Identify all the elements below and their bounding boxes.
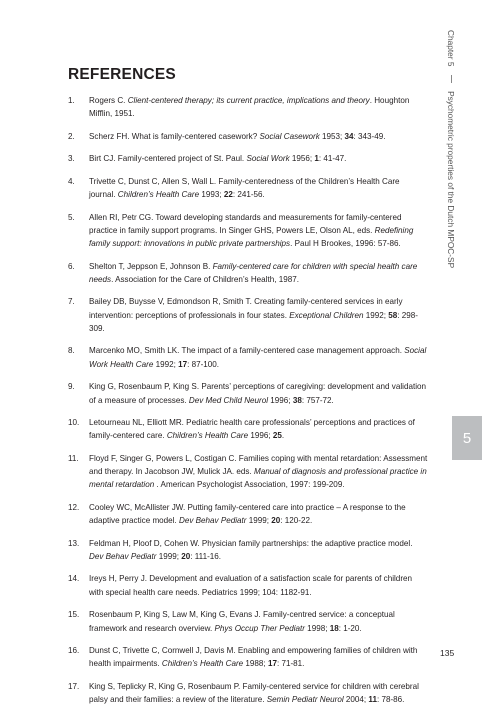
reference-title-italic: Exceptional Children <box>289 310 364 320</box>
reference-volume: 17 <box>267 659 277 669</box>
reference-item <box>68 680 428 707</box>
reference-item <box>68 260 428 287</box>
reference-number: 14. <box>68 574 80 584</box>
reference-segment: . Houghton Mifflin, 1951. <box>89 96 410 119</box>
reference-segment: Shelton T, Jeppson E, Johnson B. <box>89 261 213 271</box>
reference-segment: Bailey DB, Buysse V, Edmondson R, Smith T. Creating family-centered services in early intervention: perceptions of professionals in four states. <box>89 297 403 320</box>
reference-volume: 25 <box>272 431 282 441</box>
reference-segment: 1988; <box>243 659 268 669</box>
reference-volume: 11 <box>368 695 377 705</box>
reference-segment: : 1-20. <box>338 623 362 633</box>
reference-item <box>68 644 428 671</box>
reference-title-italic: Children’s Health Care <box>117 190 200 200</box>
reference-number: 2. <box>68 131 75 141</box>
reference-segment: Rogers C. <box>89 96 128 105</box>
reference-text <box>89 211 428 251</box>
reference-segment: Marcenko MO, Smith LK. The impact of a family-centered case management approach. <box>89 346 405 356</box>
reference-number: 16. <box>68 646 80 656</box>
reference-item <box>68 416 428 443</box>
reference-segment: 2004; <box>343 695 369 705</box>
reference-item <box>68 94 428 121</box>
reference-item <box>68 380 428 407</box>
reference-segment: 1998; <box>304 623 330 633</box>
reference-number: 1. <box>68 96 75 105</box>
reference-segment: 1999; <box>246 516 272 526</box>
reference-segment: 1993; <box>199 190 224 200</box>
reference-segment: : 111-16. <box>190 551 222 561</box>
reference-volume: 1 <box>314 154 319 164</box>
reference-segment: Dunst C, Trivette C, Cornwell J, Davis M. Enabling and empowering families of children with health impairments. <box>89 646 418 669</box>
reference-segment: Birt CJ. Family-centered project of St. Paul. <box>89 154 247 164</box>
reference-title-italic: Social Casework <box>259 131 320 141</box>
reference-item <box>68 344 428 371</box>
reference-title-italic: Dev Behav Pediatr <box>89 551 157 561</box>
reference-title-italic: Family-centered care for children with special health care needs <box>89 261 418 284</box>
reference-segment: . Paul H Brookes, 1996: 57-86. <box>290 239 401 249</box>
reference-segment: 1956; <box>289 154 315 164</box>
reference-volume: 20 <box>181 551 191 561</box>
reference-text <box>89 260 428 287</box>
reference-item <box>68 175 428 202</box>
reference-item <box>68 608 428 635</box>
reference-text <box>89 644 428 671</box>
reference-number: 8. <box>68 346 75 356</box>
reference-segment: 1992; <box>363 310 389 320</box>
reference-text <box>89 130 428 143</box>
reference-segment: King S, Teplicky R, King G, Rosenbaum P. Family-centered service for children with cerebral palsy and their families: a review of the literature. <box>89 681 419 705</box>
page-title: REFERENCES <box>68 66 176 83</box>
reference-segment: . <box>281 431 285 441</box>
reference-segment: 1996; <box>248 431 273 441</box>
reference-number: 15. <box>68 610 80 620</box>
header-divider <box>451 75 452 83</box>
reference-title-italic: Children’s Health Care <box>161 659 244 669</box>
reference-segment: Rosenbaum P, King S, Law M, King G, Evans J. Family-centred service: a conceptual framework and research overview. <box>89 610 395 633</box>
reference-number: 4. <box>68 176 75 186</box>
reference-text <box>89 452 428 492</box>
reference-volume: 38 <box>292 395 302 405</box>
reference-text <box>89 572 428 599</box>
reference-item <box>68 295 428 335</box>
reference-segment: Feldman H, Ploof D, Cohen W. Physician family partnerships: the adaptive practice model. <box>89 538 413 548</box>
reference-text <box>89 680 428 707</box>
reference-text <box>89 380 428 407</box>
reference-volume: 20 <box>271 516 281 526</box>
reference-segment: : 41-47. <box>318 154 347 164</box>
reference-number: 6. <box>68 261 75 271</box>
reference-segment: Allen RI, Petr CG. Toward developing standards and measurements for family-centered practice in family support programs. In Singer GHS, Powers LE, Olson AL, eds. <box>89 212 402 235</box>
reference-item <box>68 152 428 165</box>
reference-title-italic: Dev Med Child Neurol <box>188 395 269 405</box>
reference-title-italic: Social Work Health Care <box>89 346 427 369</box>
reference-text <box>89 175 428 202</box>
reference-segment: Floyd F, Singer G, Powers L, Costigan C. Families coping with mental retardation: Assessment and therapy. In Jacobson JW, Mulick JA. eds. <box>89 453 428 477</box>
reference-volume: 58 <box>388 310 398 320</box>
reference-segment: . American Psychologist Association, 1997: 199-209. <box>154 480 345 490</box>
chapter-label: Chapter 5 <box>446 30 456 67</box>
running-header <box>446 30 456 268</box>
reference-list <box>68 94 428 716</box>
reference-segment: : 757-72. <box>301 395 334 405</box>
reference-number: 11. <box>68 453 79 463</box>
reference-item <box>68 130 428 143</box>
chapter-title: Psychometric properties of the Dutch MPOC-SP <box>446 91 456 269</box>
page-number: 135 <box>440 648 455 658</box>
reference-title-italic: Manual of diagnosis and professional practice in mental retardation <box>89 467 427 490</box>
reference-title-italic: Children’s Health Care <box>166 431 249 441</box>
reference-number: 7. <box>68 297 75 307</box>
reference-text <box>89 608 428 635</box>
reference-segment: : 343-49. <box>353 131 386 141</box>
reference-volume: 18 <box>329 623 339 633</box>
reference-number: 13. <box>68 538 80 548</box>
reference-segment: King G, Rosenbaum P, King S. Parents’ perceptions of caregiving: development and validation of a measure of processes. <box>89 382 426 405</box>
reference-segment: Cooley WC, McAllister JW. Putting family-centered care into practice – A response to the adaptive practice model. <box>89 502 406 526</box>
reference-segment: : 120-22. <box>280 516 313 526</box>
reference-title-italic: Phys Occup Ther Pediatr <box>214 623 305 633</box>
reference-item <box>68 501 428 528</box>
reference-segment: : 241-56. <box>232 190 265 200</box>
reference-item <box>68 452 428 492</box>
reference-text <box>89 295 428 335</box>
reference-segment: 1996; <box>268 395 293 405</box>
reference-segment: 1992; <box>153 359 179 369</box>
reference-text <box>89 344 428 371</box>
reference-number: 9. <box>68 382 75 392</box>
reference-number: 12. <box>68 502 80 512</box>
reference-title-italic: Dev Behav Pediatr <box>178 516 247 526</box>
reference-title-italic: Client-centered therapy; its current practice, implications and theory <box>127 96 370 105</box>
chapter-tab: 5 <box>452 416 482 460</box>
reference-segment: 1953; <box>319 131 345 141</box>
reference-text <box>89 94 428 121</box>
reference-segment: : 78-86. <box>376 695 405 705</box>
reference-segment: Letourneau NL, Elliott MR. Pediatric health care professionals’ perceptions and practices of family-centered care. <box>89 418 415 441</box>
reference-volume: 34 <box>344 131 354 141</box>
reference-title-italic: Redefining family support: innovations in public private partnerships <box>89 225 414 249</box>
reference-volume: 17 <box>178 359 188 369</box>
reference-segment: 1999; <box>156 551 182 561</box>
reference-title-italic: Semin Pediatr Neurol <box>266 695 344 705</box>
reference-segment: : 87-100. <box>187 359 220 369</box>
reference-number: 17. <box>68 681 80 691</box>
reference-segment: : 71-81. <box>276 659 305 669</box>
reference-title-italic: Social Work <box>246 154 290 164</box>
reference-item <box>68 211 428 251</box>
reference-text <box>89 416 428 443</box>
reference-segment: Ireys H, Perry J. Development and evaluation of a satisfaction scale for parents of children with special health care needs. Pediatrics 1999; 104: 1182-91. <box>89 574 413 597</box>
reference-number: 3. <box>68 154 75 164</box>
reference-item <box>68 537 428 564</box>
reference-item <box>68 572 428 599</box>
reference-segment: Scherz FH. What is family-centered casework? <box>89 131 260 141</box>
reference-text <box>89 501 428 528</box>
reference-text <box>89 152 428 165</box>
reference-text <box>89 537 428 564</box>
reference-segment: . Association for the Care of Children’s Health, 1987. <box>111 274 299 284</box>
reference-segment: : 298-309. <box>89 310 418 333</box>
reference-number: 5. <box>68 212 75 222</box>
reference-number: 10. <box>68 418 80 428</box>
reference-volume: 22 <box>223 190 233 200</box>
reference-segment: Trivette C, Dunst C, Allen S, Wall L. Family-centeredness of the Children’s Health Care journal. <box>89 176 400 200</box>
